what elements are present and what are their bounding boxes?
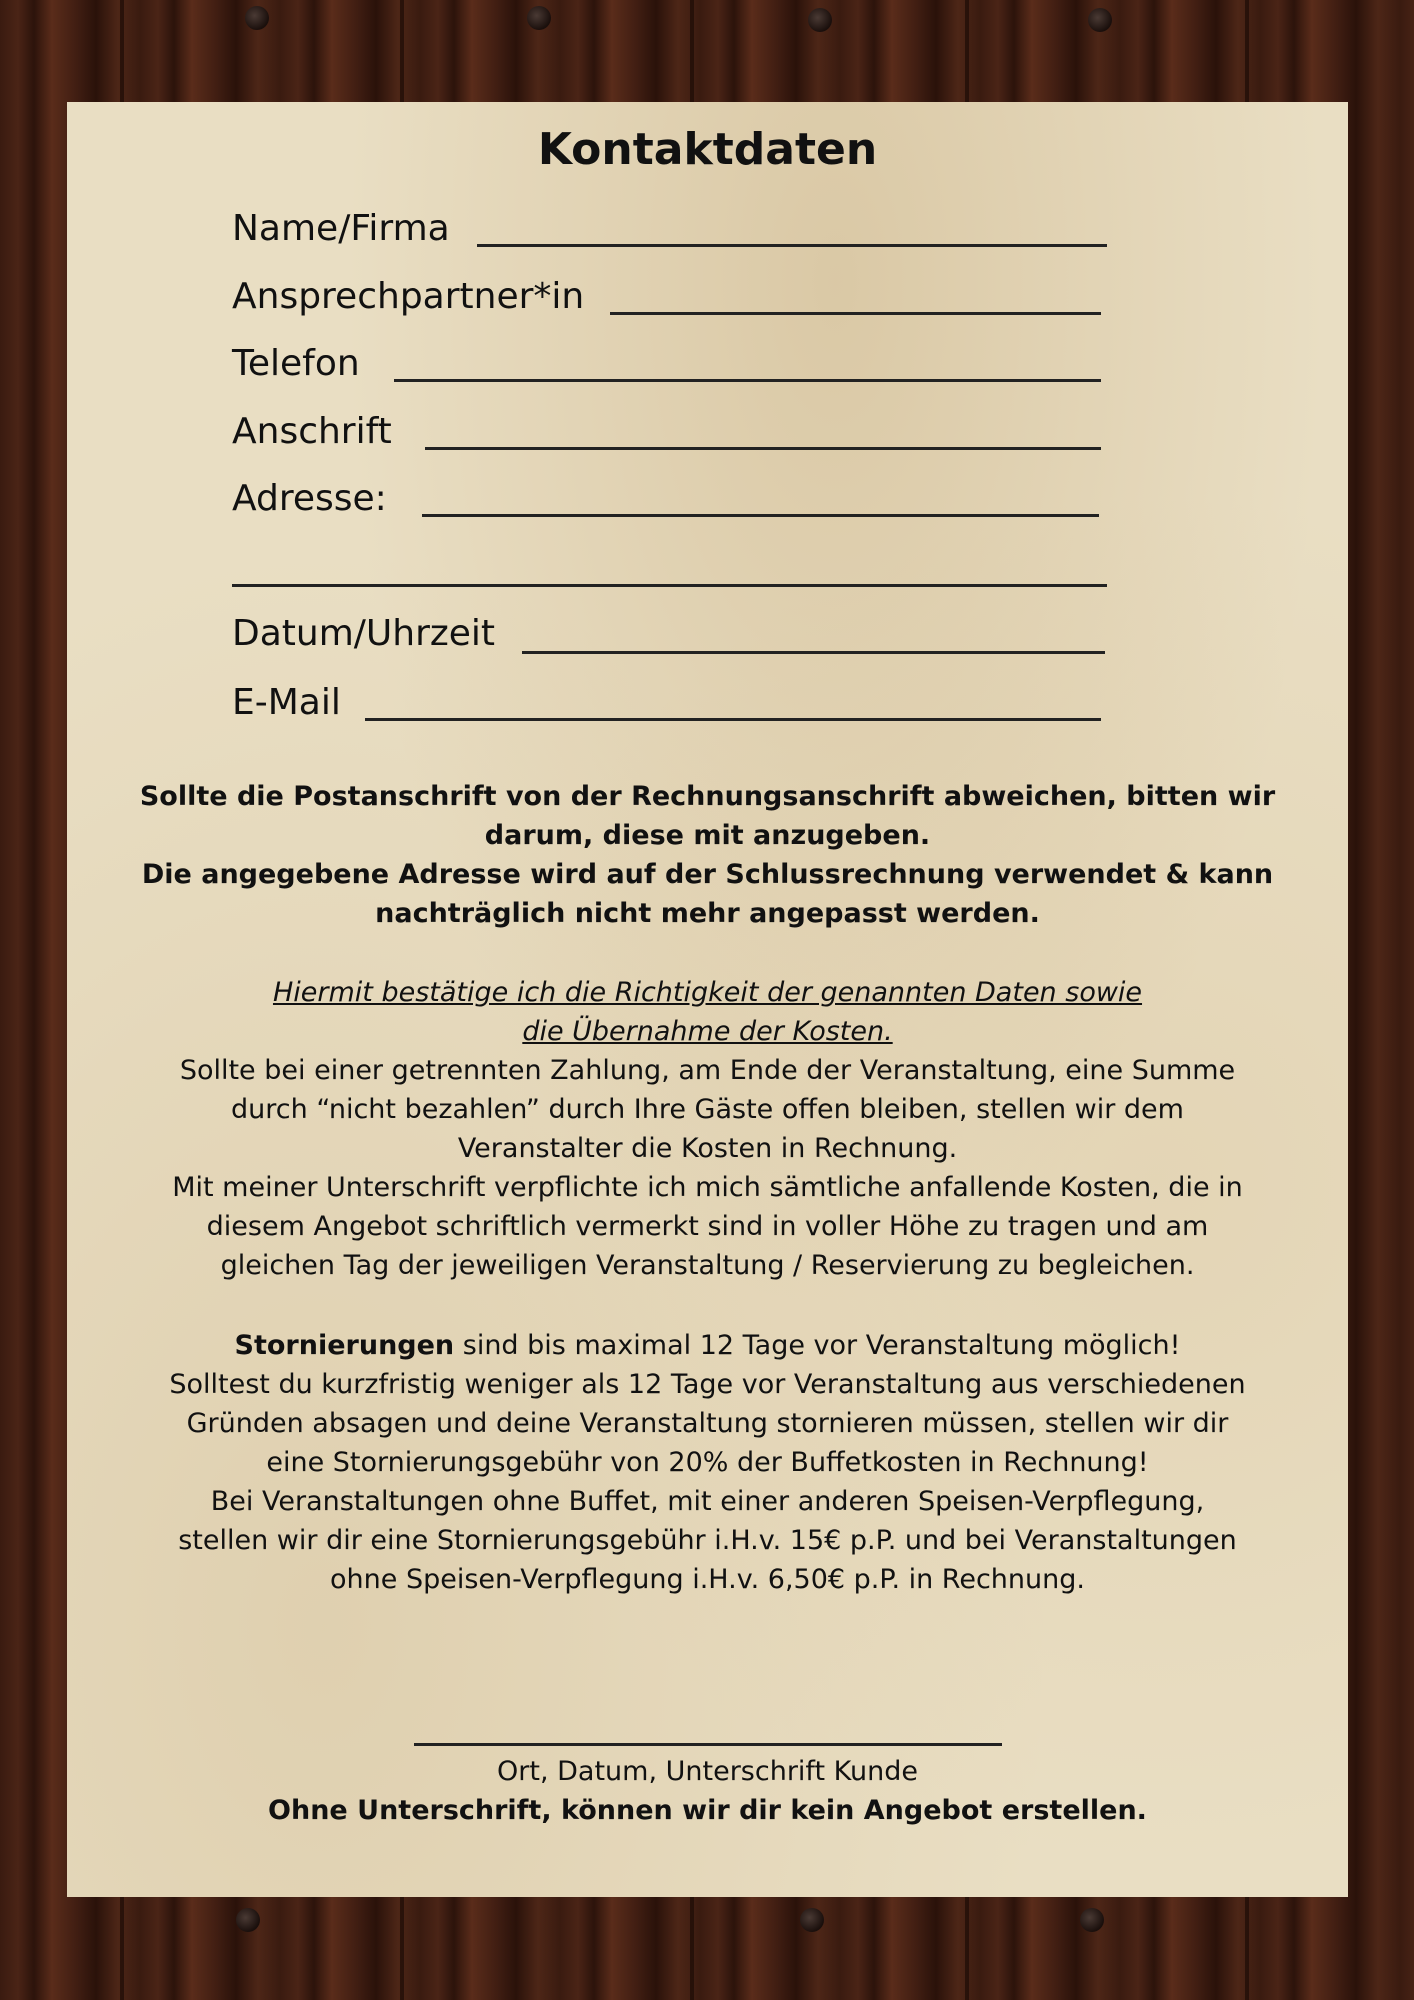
field-line-email[interactable] — [365, 718, 1101, 721]
field-line-ansprechpartner[interactable] — [610, 312, 1101, 315]
cancellation-line: Bei Veranstaltungen ohne Buffet, mit einer anderen Speisen-Verpflegung, — [210, 1486, 1205, 1517]
form-title: Kontaktdaten — [537, 124, 878, 175]
confirmation-line: Mit meiner Unterschrift verpflichte ich mich sämtliche anfallende Kosten, die in — [172, 1172, 1243, 1203]
field-label-name-firma: Name/Firma — [232, 208, 450, 249]
cancellation-lead-bold: Stornierungen — [234, 1330, 455, 1361]
field-line-adresse-extra[interactable] — [232, 584, 1107, 587]
cancellation-text — [67, 1326, 1348, 1599]
notice-line: darum, diese mit anzugeben. — [484, 820, 931, 851]
field-label-datum-uhrzeit: Datum/Uhrzeit — [232, 613, 496, 654]
cancellation-line: Gründen absagen und deine Veranstaltung stornieren müssen, stellen wir dir — [186, 1408, 1229, 1439]
confirmation-line: Veranstalter die Kosten in Rechnung. — [457, 1133, 958, 1164]
cancellation-line: eine Stornierungsgebühr von 20% der Buffetkosten in Rechnung! — [266, 1447, 1149, 1478]
notice-line: nachträglich nicht mehr angepasst werden. — [375, 898, 1040, 929]
notice-line: Sollte die Postanschrift von der Rechnungsanschrift abweichen, bitten wir — [139, 781, 1276, 812]
signature-warning: Ohne Unterschrift, können wir dir kein Angebot erstellen. — [268, 1795, 1147, 1826]
cancellation-lead — [67, 1326, 1348, 1365]
confirmation-line: diesem Angebot schriftlich vermerkt sind in voller Höhe zu tragen und am — [206, 1211, 1209, 1242]
cancellation-lead-rest: sind bis maximal 12 Tage vor Veranstaltung möglich! — [454, 1330, 1181, 1361]
address-notice — [67, 777, 1348, 933]
confirmation-text — [67, 973, 1348, 1285]
cancellation-line: Solltest du kurzfristig weniger als 12 Tage vor Veranstaltung aus verschiedenen — [169, 1369, 1246, 1400]
confirmation-line: durch “nicht bezahlen” durch Ihre Gäste offen bleiben, stellen wir dem — [231, 1094, 1184, 1125]
confirmation-heading-line: Hiermit bestätige ich die Richtigkeit der genannten Daten sowie — [272, 977, 1143, 1008]
signature-line[interactable] — [414, 1743, 1002, 1746]
field-label-telefon: Telefon — [232, 343, 360, 384]
field-label-ansprechpartner: Ansprechpartner*in — [232, 276, 585, 317]
field-label-anschrift: Anschrift — [232, 411, 392, 452]
confirmation-line: Sollte bei einer getrennten Zahlung, am Ende der Veranstaltung, eine Summe — [179, 1055, 1236, 1086]
field-line-name-firma[interactable] — [477, 244, 1107, 247]
cancellation-line: stellen wir dir eine Stornierungsgebühr i.H.v. 15€ p.P. und bei Veranstaltungen — [178, 1525, 1237, 1556]
field-label-email: E-Mail — [232, 682, 341, 723]
field-line-anschrift[interactable] — [425, 447, 1101, 450]
confirmation-heading-line: die Übernahme der Kosten. — [522, 1016, 893, 1047]
signature-block — [67, 1752, 1348, 1830]
form-sheet — [67, 102, 1348, 1897]
field-line-adresse[interactable] — [422, 514, 1099, 517]
cancellation-line: ohne Speisen-Verpflegung i.H.v. 6,50€ p.P. in Rechnung. — [330, 1564, 1085, 1595]
confirmation-line: gleichen Tag der jeweiligen Veranstaltung / Reservierung zu begleichen. — [220, 1250, 1195, 1281]
notice-line: Die angegebene Adresse wird auf der Schlussrechnung verwendet & kann — [141, 859, 1274, 890]
signature-caption: Ort, Datum, Unterschrift Kunde — [497, 1756, 918, 1787]
field-line-datum-uhrzeit[interactable] — [522, 651, 1105, 654]
field-line-telefon[interactable] — [394, 379, 1101, 382]
field-label-adresse: Adresse: — [232, 478, 387, 519]
